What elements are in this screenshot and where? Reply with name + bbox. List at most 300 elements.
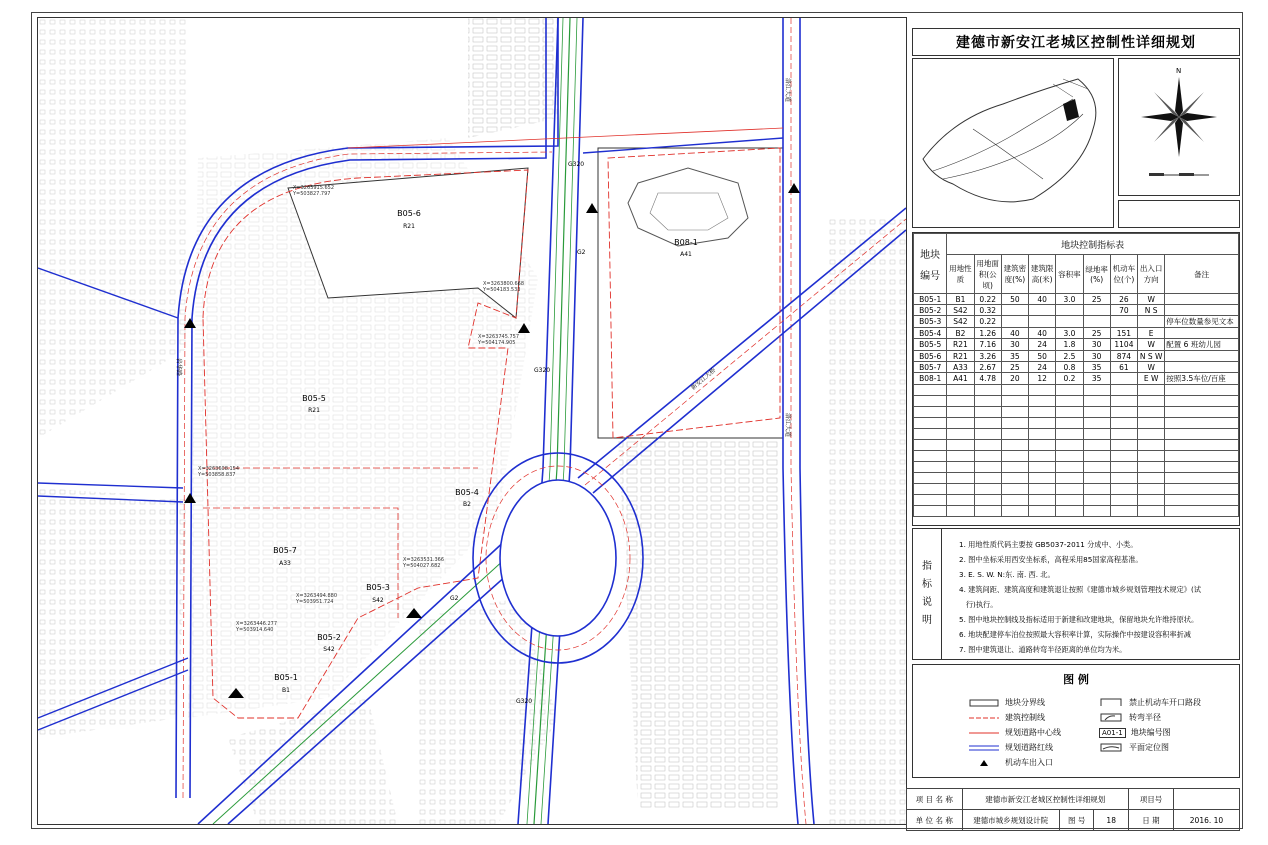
legend-item (969, 695, 1099, 710)
svg-text:Y=503914.640: Y=503914.640 (236, 627, 274, 633)
table-cell (1029, 385, 1056, 396)
table-cell (914, 385, 947, 396)
table-cell (1138, 451, 1165, 462)
table-cell: 30 (1001, 339, 1028, 351)
table-cell (1083, 305, 1110, 316)
table-cell (1110, 373, 1137, 385)
table-cell (1165, 451, 1239, 462)
table-cell (1001, 495, 1028, 506)
notes-box (912, 528, 1240, 660)
table-cell (1110, 462, 1137, 473)
table-cell: 50 (1029, 351, 1056, 362)
parcel-code-sample: A01-1 (1099, 728, 1126, 738)
table-cell (974, 484, 1001, 495)
table-cell: E (1138, 328, 1165, 339)
table-cell (1056, 484, 1083, 495)
title-block (906, 788, 1240, 831)
table-cell (1110, 316, 1137, 328)
legend-item (969, 710, 1099, 725)
legend-label: 地块分界线 (1005, 698, 1045, 707)
road-label: G320 (534, 367, 551, 374)
road-label: 洛江大道 (784, 413, 791, 438)
table-cell: B2 (947, 328, 974, 339)
table-cell (1110, 484, 1137, 495)
table-empty-row (914, 440, 1239, 451)
table-cell (974, 462, 1001, 473)
notes-label (913, 529, 942, 659)
table-empty-row (914, 396, 1239, 407)
table-cell (1138, 316, 1165, 328)
table-cell (1083, 316, 1110, 328)
table-cell: S42 (947, 305, 974, 316)
table-cell (1165, 440, 1239, 451)
svg-text:Y=504174.905: Y=504174.905 (478, 340, 516, 346)
legend-label: 地块编号图 (1130, 728, 1171, 737)
table-column-header: 绿地率(%) (1083, 255, 1110, 294)
table-cell: 20 (1001, 373, 1028, 385)
table-cell (974, 506, 1001, 517)
table-cell: 0.2 (1056, 373, 1083, 385)
table-cell (974, 451, 1001, 462)
table-row (914, 351, 1239, 362)
table-cell: 35 (1001, 351, 1028, 362)
table-cell (947, 407, 974, 418)
table-cell (1138, 385, 1165, 396)
table-cell: N S W (1138, 351, 1165, 362)
note-item: 6. 地块配建停车泊位按照最大容积率计算，实际操作中按建设容积率折减 (959, 630, 1191, 639)
table-cell (914, 462, 947, 473)
table-cell (947, 396, 974, 407)
legend-item (969, 755, 1099, 770)
table-cell: N S (1138, 305, 1165, 316)
table-cell (1001, 473, 1028, 484)
table-cell (1083, 429, 1110, 440)
table-cell (947, 473, 974, 484)
legend-label: 转弯半径 (1129, 713, 1161, 722)
table-cell: 35 (1083, 373, 1110, 385)
parcel-use: S42 (323, 646, 335, 653)
parcel-boundary-swatch (969, 699, 999, 707)
table-cell (1029, 396, 1056, 407)
svg-text:X=3263608.154: X=3263608.154 (198, 466, 240, 472)
table-cell (914, 429, 947, 440)
table-cell (1165, 396, 1239, 407)
table-empty-row (914, 407, 1239, 418)
table-cell (914, 418, 947, 429)
table-cell (947, 385, 974, 396)
table-cell (1001, 385, 1028, 396)
table-cell (1110, 396, 1137, 407)
table-column-header: 备注 (1165, 255, 1239, 294)
svg-text:Y=503858.837: Y=503858.837 (198, 472, 236, 478)
table-column-header: 容积率 (1056, 255, 1083, 294)
table-title: 地块控制指标表 (947, 234, 1239, 255)
table-cell: 按照3.5车位/百座 (1165, 373, 1239, 385)
title-block-table (906, 788, 1240, 831)
table-cell (1138, 396, 1165, 407)
legend-item (1099, 710, 1235, 725)
table-cell (1165, 473, 1239, 484)
table-cell: 40 (1029, 328, 1056, 339)
table-cell (1029, 418, 1056, 429)
table-cell (974, 418, 1001, 429)
table-row (914, 339, 1239, 351)
svg-text:X=3263531.366: X=3263531.366 (403, 557, 445, 563)
table-cell (947, 418, 974, 429)
table-cell: 2.67 (974, 362, 1001, 373)
location-map-icon (1099, 743, 1123, 752)
svg-text:Y=504027.682: Y=504027.682 (403, 563, 441, 569)
table-cell (914, 506, 947, 517)
road-label: G2 (577, 249, 586, 256)
svg-text:X=3263446.277: X=3263446.277 (236, 621, 278, 627)
table-cell (947, 429, 974, 440)
table-row (914, 328, 1239, 339)
table-cell (1056, 429, 1083, 440)
table-cell (1110, 418, 1137, 429)
table-cell (1083, 462, 1110, 473)
table-cell (1029, 440, 1056, 451)
location-map-drawing (913, 59, 1113, 227)
legend-label: 平面定位图 (1129, 743, 1169, 752)
table-cell (947, 440, 974, 451)
table-cell: W (1138, 294, 1165, 305)
table-empty-row (914, 429, 1239, 440)
legend-left (969, 695, 1099, 770)
table-row (914, 362, 1239, 373)
parcel-use: S42 (372, 597, 384, 604)
table-cell: 0.32 (974, 305, 1001, 316)
table-cell: B1 (947, 294, 974, 305)
table-column-header: 用地性质 (947, 255, 974, 294)
table-column-header: 建筑限高(米) (1029, 255, 1056, 294)
table-cell: 874 (1110, 351, 1137, 362)
legend-item (1099, 695, 1235, 710)
table-cell (1001, 316, 1028, 328)
table-cell (914, 407, 947, 418)
road-label: 洛江大道 (784, 78, 791, 103)
table-cell (1110, 440, 1137, 451)
table-cell (1083, 495, 1110, 506)
table-left-sub: 编号 (920, 270, 941, 282)
legend-item (1099, 740, 1235, 755)
road-label: 岩华路 (175, 358, 182, 377)
table-cell: 30 (1083, 351, 1110, 362)
table-cell (1165, 351, 1239, 362)
table-cell: B05-3 (914, 316, 947, 328)
svg-text:X=3263800.668: X=3263800.668 (483, 281, 525, 287)
project-value: 建德市新安江老城区控制性详细规划 (962, 789, 1128, 810)
table-cell: 24 (1029, 339, 1056, 351)
table-cell (1056, 473, 1083, 484)
table-cell (1138, 495, 1165, 506)
index-table-box (912, 232, 1240, 526)
table-cell (947, 506, 974, 517)
table-cell (1110, 506, 1137, 517)
road-label: 新安江大桥 (689, 366, 718, 392)
table-cell (1056, 407, 1083, 418)
table-cell (1029, 305, 1056, 316)
table-cell (1138, 484, 1165, 495)
table-cell: 151 (1110, 328, 1137, 339)
road-red-line-swatch (969, 744, 999, 752)
table-cell (1056, 462, 1083, 473)
table-cell: R21 (947, 351, 974, 362)
table-empty-row (914, 484, 1239, 495)
table-cell (1056, 305, 1083, 316)
table-cell: 0.8 (1056, 362, 1083, 373)
parcel-use: R21 (308, 407, 320, 414)
table-cell (1056, 396, 1083, 407)
table-cell: S42 (947, 316, 974, 328)
table-cell: W (1138, 362, 1165, 373)
table-cell (947, 484, 974, 495)
table-cell (1138, 440, 1165, 451)
table-cell (914, 473, 947, 484)
svg-text:X=3263745.757: X=3263745.757 (478, 334, 520, 340)
notes-label-char: 指 (922, 561, 932, 572)
table-cell (947, 462, 974, 473)
road-label: G320 (516, 698, 533, 705)
table-cell: B05-1 (914, 294, 947, 305)
table-cell: 停车位数量参见文本 (1165, 316, 1239, 328)
table-cell: 25 (1001, 362, 1028, 373)
table-cell (1165, 305, 1239, 316)
project-no-value (1173, 789, 1239, 810)
table-empty-row (914, 506, 1239, 517)
table-cell (1029, 429, 1056, 440)
table-cell (1138, 506, 1165, 517)
table-cell (1056, 418, 1083, 429)
parcel-use: B2 (463, 501, 471, 508)
unit-label: 单 位 名 称 (907, 810, 963, 831)
svg-text:Y=503827.797: Y=503827.797 (293, 191, 331, 197)
notes-label-char: 明 (922, 615, 932, 626)
table-cell: 61 (1110, 362, 1137, 373)
table-empty-row (914, 495, 1239, 506)
table-cell (1138, 429, 1165, 440)
table-cell (974, 396, 1001, 407)
table-cell: 4.78 (974, 373, 1001, 385)
table-cell (1083, 451, 1110, 462)
svg-text:X=3263494.880: X=3263494.880 (296, 593, 338, 599)
unit-value: 建德市城乡规划设计院 (962, 810, 1059, 831)
table-cell: E W (1138, 373, 1165, 385)
table-cell (1001, 506, 1028, 517)
table-empty-row (914, 451, 1239, 462)
no-entry-segment-icon (1099, 698, 1123, 707)
table-row (914, 373, 1239, 385)
table-cell (914, 495, 947, 506)
table-cell (1001, 440, 1028, 451)
parcel-code: B05-7 (273, 546, 297, 555)
legend-title: 图 例 (1063, 673, 1089, 686)
sheet-title: 建德市新安江老城区控制性详细规划 (912, 28, 1240, 56)
date-label: 日 期 (1128, 810, 1173, 831)
table-cell: 35 (1083, 362, 1110, 373)
table-cell: 30 (1083, 339, 1110, 351)
table-cell (1083, 418, 1110, 429)
table-cell (947, 495, 974, 506)
note-item: 2. 图中坐标采用西安坐标系，高程采用85国家高程基准。 (959, 555, 1143, 564)
table-cell (974, 473, 1001, 484)
note-item: 1. 用地性质代码主要按 GB5037-2011 分成中、小类。 (959, 540, 1138, 549)
table-empty-row (914, 418, 1239, 429)
table-cell (1083, 484, 1110, 495)
table-cell: B05-7 (914, 362, 947, 373)
table-cell (1029, 462, 1056, 473)
table-cell: 25 (1083, 328, 1110, 339)
table-cell: 40 (1001, 328, 1028, 339)
table-cell (1056, 495, 1083, 506)
table-cell: A41 (947, 373, 974, 385)
table-cell (1001, 407, 1028, 418)
table-cell (1165, 294, 1239, 305)
legend-label: 禁止机动车开口路段 (1129, 698, 1201, 707)
table-cell: 配置 6 班幼儿园 (1165, 339, 1239, 351)
notes-list (959, 537, 1235, 657)
compass-box (1118, 58, 1240, 196)
table-cell (1138, 407, 1165, 418)
compass-north-label: N (1176, 67, 1182, 75)
table-cell (1110, 407, 1137, 418)
legend-right (1099, 695, 1235, 755)
table-cell (1056, 316, 1083, 328)
blank-box (1118, 200, 1240, 228)
table-empty-row (914, 462, 1239, 473)
table-row (914, 294, 1239, 305)
table-cell (1110, 451, 1137, 462)
turn-radius-icon (1099, 713, 1123, 722)
table-cell (1056, 451, 1083, 462)
table-cell (974, 495, 1001, 506)
table-cell (1083, 473, 1110, 484)
legend-label: 规划道路红线 (1005, 743, 1053, 752)
table-cell: B05-6 (914, 351, 947, 362)
table-cell: 0.22 (974, 316, 1001, 328)
location-map (912, 58, 1114, 228)
table-cell (1165, 462, 1239, 473)
table-cell (1165, 429, 1239, 440)
legend-box (912, 664, 1240, 778)
parcel-code: B05-2 (317, 633, 341, 642)
table-cell (947, 451, 974, 462)
table-cell (1083, 506, 1110, 517)
table-cell (1001, 305, 1028, 316)
table-cell: W (1138, 339, 1165, 351)
table-cell: 0.22 (974, 294, 1001, 305)
table-cell (1029, 316, 1056, 328)
table-cell (1138, 462, 1165, 473)
planning-map[interactable] (37, 17, 907, 825)
table-column-header: 机动车位(个) (1110, 255, 1137, 294)
parcel-code: B05-1 (274, 673, 298, 682)
legend-item (969, 740, 1099, 755)
parcel-use: A33 (279, 560, 291, 567)
table-cell: A33 (947, 362, 974, 373)
table-cell: 40 (1029, 294, 1056, 305)
table-cell (1001, 462, 1028, 473)
table-cell (1056, 506, 1083, 517)
table-cell (1001, 396, 1028, 407)
table-cell: 70 (1110, 305, 1137, 316)
table-left-header: 地块 (920, 249, 941, 261)
svg-text:Y=504183.533: Y=504183.533 (483, 287, 521, 293)
parcel-use: A41 (680, 251, 692, 258)
info-panel (908, 22, 1238, 823)
table-cell: 2.5 (1056, 351, 1083, 362)
parcel-code: B05-5 (302, 394, 326, 403)
table-cell (1165, 328, 1239, 339)
table-cell: 3.0 (1056, 328, 1083, 339)
entry-arrow-icon (969, 759, 999, 767)
notes-label-char: 标 (922, 579, 932, 590)
table-cell (974, 440, 1001, 451)
parcel-code: B05-4 (455, 488, 479, 497)
table-empty-row (914, 385, 1239, 396)
table-cell: 7.16 (974, 339, 1001, 351)
table-cell: 1.8 (1056, 339, 1083, 351)
table-cell: 50 (1001, 294, 1028, 305)
table-cell: 12 (1029, 373, 1056, 385)
table-cell (1001, 418, 1028, 429)
table-cell: B08-1 (914, 373, 947, 385)
note-item: 行)执行。 (959, 600, 998, 609)
north-arrow-icon (1119, 59, 1239, 195)
drawing-no-value: 18 (1094, 810, 1129, 831)
svg-text:X=3263915.652: X=3263915.652 (293, 185, 335, 191)
table-cell: 1104 (1110, 339, 1137, 351)
table-cell: 3.0 (1056, 294, 1083, 305)
table-cell (1083, 385, 1110, 396)
table-cell (1001, 451, 1028, 462)
legend-label: 规划道路中心线 (1005, 728, 1061, 737)
table-cell (914, 440, 947, 451)
table-cell (1165, 385, 1239, 396)
table-cell: 24 (1029, 362, 1056, 373)
legend-item (1099, 725, 1235, 740)
table-header-row (914, 255, 1239, 294)
road-label: G2 (450, 595, 459, 602)
table-cell (1110, 385, 1137, 396)
table-cell (1029, 451, 1056, 462)
map-drawing (38, 18, 906, 824)
table-cell (974, 429, 1001, 440)
project-no-label: 项目号 (1128, 789, 1173, 810)
table-row (914, 305, 1239, 316)
table-cell (1110, 429, 1137, 440)
table-cell: B05-5 (914, 339, 947, 351)
table-cell (1083, 396, 1110, 407)
date-value: 2016. 10 (1173, 810, 1239, 831)
svg-text:Y=503951.724: Y=503951.724 (296, 599, 334, 605)
table-cell (1056, 385, 1083, 396)
road-label: G320 (568, 161, 585, 168)
legend-label: 机动车出入口 (1005, 758, 1053, 767)
table-cell (1110, 495, 1137, 506)
table-cell (1083, 407, 1110, 418)
road-center-swatch (969, 729, 999, 737)
building-line-swatch (969, 714, 999, 722)
table-cell (1165, 407, 1239, 418)
parcel-code: B08-1 (674, 238, 698, 247)
table-cell (1165, 484, 1239, 495)
table-cell (1029, 495, 1056, 506)
note-item: 4. 建筑间距、建筑高度和建筑退让按照《建德市城乡规划管理技术规定》(试 (959, 585, 1201, 594)
parcel-code: B05-3 (366, 583, 390, 592)
project-label: 项 目 名 称 (907, 789, 963, 810)
table-cell (1029, 506, 1056, 517)
